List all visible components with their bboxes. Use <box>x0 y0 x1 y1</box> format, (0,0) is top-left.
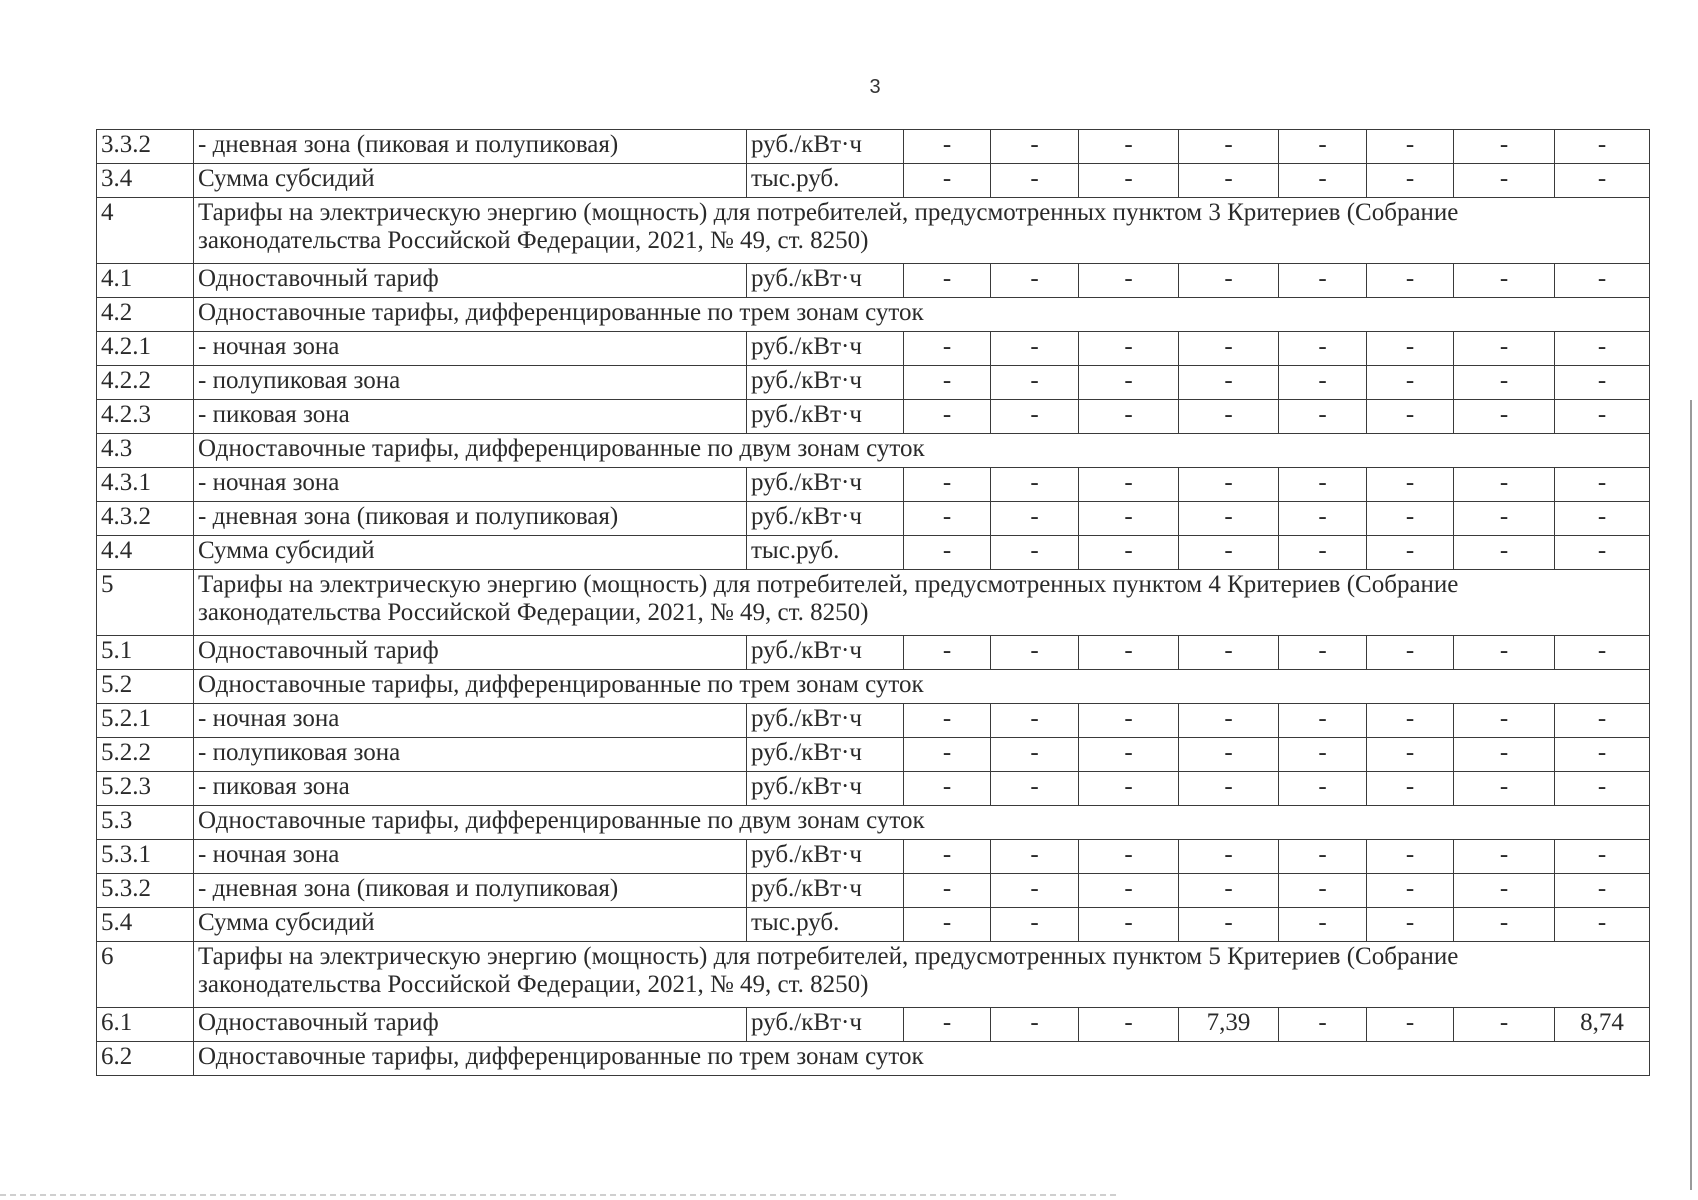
value-cell: - <box>1279 502 1367 536</box>
value-cell: - <box>1079 908 1179 942</box>
row-unit: руб./кВт·ч <box>747 502 904 536</box>
table-row <box>97 264 1650 298</box>
value-cell: - <box>1555 264 1650 298</box>
table-row <box>97 806 1650 840</box>
value-cell: - <box>1555 738 1650 772</box>
row-label: Одноставочные тарифы, дифференцированные по трем зонам суток <box>194 298 1650 332</box>
value-cell: - <box>904 772 991 806</box>
table-row <box>97 198 1650 264</box>
value-cell: - <box>904 636 991 670</box>
value-cell: - <box>1279 738 1367 772</box>
value-cell: - <box>991 400 1079 434</box>
value-cell: - <box>1279 536 1367 570</box>
row-number: 5.3 <box>97 806 194 840</box>
value-cell: - <box>1179 164 1279 198</box>
value-cell: - <box>1454 840 1555 874</box>
row-label: Одноставочные тарифы, дифференцированные по трем зонам суток <box>194 1042 1650 1076</box>
value-cell: - <box>1555 468 1650 502</box>
value-cell: - <box>1454 264 1555 298</box>
value-cell: - <box>1555 130 1650 164</box>
row-number: 4.3.1 <box>97 468 194 502</box>
value-cell: - <box>904 908 991 942</box>
scan-edge <box>1690 400 1692 1190</box>
table-row <box>97 942 1650 1008</box>
row-label: Тарифы на электрическую энергию (мощность) для потребителей, предусмотренных пунктом 4 Критериев (Собрание законодательства Российской Федерации, 2021, № 49, ст. 8250) <box>194 570 1650 636</box>
value-cell: - <box>1555 874 1650 908</box>
row-number: 4.2 <box>97 298 194 332</box>
value-cell: - <box>991 908 1079 942</box>
value-cell: - <box>1079 1008 1179 1042</box>
value-cell: - <box>1454 130 1555 164</box>
row-unit: руб./кВт·ч <box>747 400 904 434</box>
value-cell: - <box>991 536 1079 570</box>
row-unit: руб./кВт·ч <box>747 264 904 298</box>
value-cell: - <box>991 772 1079 806</box>
row-number: 4.4 <box>97 536 194 570</box>
value-cell: - <box>991 874 1079 908</box>
value-cell: - <box>1454 1008 1555 1042</box>
value-cell: - <box>904 536 991 570</box>
value-cell: - <box>1079 704 1179 738</box>
table-row <box>97 1008 1650 1042</box>
row-label: - ночная зона <box>194 468 747 502</box>
value-cell: - <box>1555 636 1650 670</box>
row-unit: руб./кВт·ч <box>747 772 904 806</box>
row-number: 5.1 <box>97 636 194 670</box>
row-unit: руб./кВт·ч <box>747 1008 904 1042</box>
row-number: 5.3.2 <box>97 874 194 908</box>
row-number: 4.1 <box>97 264 194 298</box>
value-cell: - <box>1279 366 1367 400</box>
value-cell: - <box>904 874 991 908</box>
value-cell: - <box>1367 130 1454 164</box>
value-cell: - <box>1367 264 1454 298</box>
table-row <box>97 1042 1650 1076</box>
row-label: - ночная зона <box>194 332 747 366</box>
row-label: - дневная зона (пиковая и полупиковая) <box>194 874 747 908</box>
value-cell: - <box>1367 400 1454 434</box>
value-cell: - <box>1279 332 1367 366</box>
value-cell: - <box>991 366 1079 400</box>
value-cell: - <box>1179 536 1279 570</box>
value-cell: - <box>1454 366 1555 400</box>
row-number: 4.3 <box>97 434 194 468</box>
table-row <box>97 772 1650 806</box>
value-cell: - <box>1179 908 1279 942</box>
table-row <box>97 130 1650 164</box>
row-number: 5.2.1 <box>97 704 194 738</box>
row-unit: тыс.руб. <box>747 536 904 570</box>
value-cell: - <box>1454 704 1555 738</box>
table-row <box>97 164 1650 198</box>
value-cell: - <box>1454 332 1555 366</box>
value-cell: - <box>1454 502 1555 536</box>
row-number: 6.2 <box>97 1042 194 1076</box>
value-cell: - <box>991 468 1079 502</box>
value-cell: - <box>991 130 1079 164</box>
tariff-table <box>96 129 1650 1076</box>
value-cell: - <box>1555 400 1650 434</box>
value-cell: 8,74 <box>1555 1008 1650 1042</box>
value-cell: - <box>1454 874 1555 908</box>
value-cell: - <box>1179 636 1279 670</box>
value-cell: - <box>1555 366 1650 400</box>
value-cell: - <box>1367 738 1454 772</box>
row-unit: руб./кВт·ч <box>747 332 904 366</box>
value-cell: - <box>1367 332 1454 366</box>
row-unit: руб./кВт·ч <box>747 874 904 908</box>
table-row <box>97 704 1650 738</box>
value-cell: - <box>1367 502 1454 536</box>
table-row <box>97 840 1650 874</box>
value-cell: - <box>1555 840 1650 874</box>
row-unit: руб./кВт·ч <box>747 468 904 502</box>
value-cell: - <box>1555 908 1650 942</box>
value-cell: - <box>1179 400 1279 434</box>
value-cell: - <box>1555 536 1650 570</box>
value-cell: - <box>1367 636 1454 670</box>
value-cell: - <box>1279 264 1367 298</box>
row-unit: тыс.руб. <box>747 908 904 942</box>
table-body <box>97 130 1650 1076</box>
value-cell: - <box>1367 536 1454 570</box>
value-cell: - <box>1367 874 1454 908</box>
value-cell: - <box>1279 840 1367 874</box>
value-cell: - <box>1179 332 1279 366</box>
row-number: 5.3.1 <box>97 840 194 874</box>
value-cell: - <box>1555 332 1650 366</box>
value-cell: - <box>991 636 1079 670</box>
value-cell: - <box>1367 164 1454 198</box>
table-row <box>97 570 1650 636</box>
row-label: Одноставочные тарифы, дифференцированные по двум зонам суток <box>194 806 1650 840</box>
value-cell: - <box>1079 772 1179 806</box>
value-cell: - <box>1079 366 1179 400</box>
table-row <box>97 636 1650 670</box>
value-cell: - <box>1179 130 1279 164</box>
value-cell: - <box>1367 772 1454 806</box>
value-cell: - <box>1279 636 1367 670</box>
table-row <box>97 332 1650 366</box>
row-number: 4.3.2 <box>97 502 194 536</box>
value-cell: - <box>1367 908 1454 942</box>
value-cell: - <box>1079 636 1179 670</box>
row-label: Тарифы на электрическую энергию (мощность) для потребителей, предусмотренных пунктом 3 Критериев (Собрание законодательства Российской Федерации, 2021, № 49, ст. 8250) <box>194 198 1650 264</box>
table-row <box>97 298 1650 332</box>
value-cell: - <box>1555 704 1650 738</box>
value-cell: - <box>1179 468 1279 502</box>
row-number: 6.1 <box>97 1008 194 1042</box>
row-number: 6 <box>97 942 194 1008</box>
row-unit: руб./кВт·ч <box>747 738 904 772</box>
value-cell: - <box>1279 468 1367 502</box>
value-cell: - <box>1279 704 1367 738</box>
row-number: 4 <box>97 198 194 264</box>
value-cell: - <box>1079 502 1179 536</box>
row-label: - пиковая зона <box>194 400 747 434</box>
row-label: - дневная зона (пиковая и полупиковая) <box>194 502 747 536</box>
value-cell: - <box>1367 704 1454 738</box>
row-label: - дневная зона (пиковая и полупиковая) <box>194 130 747 164</box>
value-cell: - <box>904 400 991 434</box>
row-unit: руб./кВт·ч <box>747 636 904 670</box>
value-cell: - <box>1179 366 1279 400</box>
value-cell: - <box>991 502 1079 536</box>
row-number: 4.2.2 <box>97 366 194 400</box>
value-cell: - <box>1279 164 1367 198</box>
row-label: Одноставочный тариф <box>194 264 747 298</box>
value-cell: - <box>904 332 991 366</box>
value-cell: - <box>1079 264 1179 298</box>
value-cell: 7,39 <box>1179 1008 1279 1042</box>
row-number: 5.2.3 <box>97 772 194 806</box>
value-cell: - <box>1279 908 1367 942</box>
value-cell: - <box>991 264 1079 298</box>
scan-artifact <box>0 1194 1120 1196</box>
table-row <box>97 670 1650 704</box>
table-row <box>97 366 1650 400</box>
page-number: 3 <box>869 76 881 98</box>
value-cell: - <box>1454 536 1555 570</box>
value-cell: - <box>904 366 991 400</box>
value-cell: - <box>991 164 1079 198</box>
row-label: - ночная зона <box>194 704 747 738</box>
value-cell: - <box>904 264 991 298</box>
value-cell: - <box>991 332 1079 366</box>
row-number: 5.2.2 <box>97 738 194 772</box>
value-cell: - <box>904 704 991 738</box>
value-cell: - <box>1279 874 1367 908</box>
row-label: - полупиковая зона <box>194 738 747 772</box>
value-cell: - <box>1555 772 1650 806</box>
value-cell: - <box>904 502 991 536</box>
value-cell: - <box>1079 840 1179 874</box>
value-cell: - <box>904 840 991 874</box>
row-number: 5 <box>97 570 194 636</box>
row-unit: руб./кВт·ч <box>747 130 904 164</box>
row-label: Одноставочный тариф <box>194 636 747 670</box>
value-cell: - <box>1179 502 1279 536</box>
row-number: 5.4 <box>97 908 194 942</box>
table-row <box>97 502 1650 536</box>
value-cell: - <box>1079 130 1179 164</box>
value-cell: - <box>991 1008 1079 1042</box>
row-number: 3.4 <box>97 164 194 198</box>
row-number: 4.2.1 <box>97 332 194 366</box>
row-label: Сумма субсидий <box>194 164 747 198</box>
value-cell: - <box>1454 636 1555 670</box>
value-cell: - <box>1179 264 1279 298</box>
row-label: Одноставочные тарифы, дифференцированные по двум зонам суток <box>194 434 1650 468</box>
value-cell: - <box>1279 130 1367 164</box>
table-row <box>97 400 1650 434</box>
value-cell: - <box>1454 468 1555 502</box>
table-row <box>97 468 1650 502</box>
table-row <box>97 874 1650 908</box>
value-cell: - <box>1079 468 1179 502</box>
value-cell: - <box>1079 332 1179 366</box>
row-label: Тарифы на электрическую энергию (мощность) для потребителей, предусмотренных пунктом 5 Критериев (Собрание законодательства Российской Федерации, 2021, № 49, ст. 8250) <box>194 942 1650 1008</box>
value-cell: - <box>1079 536 1179 570</box>
row-label: Сумма субсидий <box>194 536 747 570</box>
table-row <box>97 536 1650 570</box>
value-cell: - <box>991 840 1079 874</box>
value-cell: - <box>1555 502 1650 536</box>
row-label: Одноставочный тариф <box>194 1008 747 1042</box>
value-cell: - <box>904 130 991 164</box>
value-cell: - <box>1179 738 1279 772</box>
value-cell: - <box>904 1008 991 1042</box>
value-cell: - <box>1367 468 1454 502</box>
row-unit: тыс.руб. <box>747 164 904 198</box>
row-number: 5.2 <box>97 670 194 704</box>
value-cell: - <box>1279 772 1367 806</box>
value-cell: - <box>1079 164 1179 198</box>
value-cell: - <box>1279 400 1367 434</box>
value-cell: - <box>1179 840 1279 874</box>
row-label: Сумма субсидий <box>194 908 747 942</box>
row-unit: руб./кВт·ч <box>747 704 904 738</box>
value-cell: - <box>1367 1008 1454 1042</box>
value-cell: - <box>1179 772 1279 806</box>
value-cell: - <box>904 468 991 502</box>
value-cell: - <box>1179 874 1279 908</box>
row-label: - ночная зона <box>194 840 747 874</box>
value-cell: - <box>991 738 1079 772</box>
value-cell: - <box>1079 738 1179 772</box>
value-cell: - <box>1179 704 1279 738</box>
value-cell: - <box>1454 772 1555 806</box>
table-row <box>97 434 1650 468</box>
value-cell: - <box>1454 908 1555 942</box>
value-cell: - <box>1454 400 1555 434</box>
table-row <box>97 908 1650 942</box>
value-cell: - <box>1367 840 1454 874</box>
value-cell: - <box>1367 366 1454 400</box>
row-number: 4.2.3 <box>97 400 194 434</box>
row-label: - пиковая зона <box>194 772 747 806</box>
row-label: Одноставочные тарифы, дифференцированные по трем зонам суток <box>194 670 1650 704</box>
table-row <box>97 738 1650 772</box>
value-cell: - <box>1279 1008 1367 1042</box>
value-cell: - <box>1079 874 1179 908</box>
value-cell: - <box>904 738 991 772</box>
row-label: - полупиковая зона <box>194 366 747 400</box>
row-unit: руб./кВт·ч <box>747 840 904 874</box>
value-cell: - <box>991 704 1079 738</box>
row-unit: руб./кВт·ч <box>747 366 904 400</box>
row-number: 3.3.2 <box>97 130 194 164</box>
value-cell: - <box>1079 400 1179 434</box>
value-cell: - <box>1454 164 1555 198</box>
value-cell: - <box>904 164 991 198</box>
value-cell: - <box>1454 738 1555 772</box>
value-cell: - <box>1555 164 1650 198</box>
